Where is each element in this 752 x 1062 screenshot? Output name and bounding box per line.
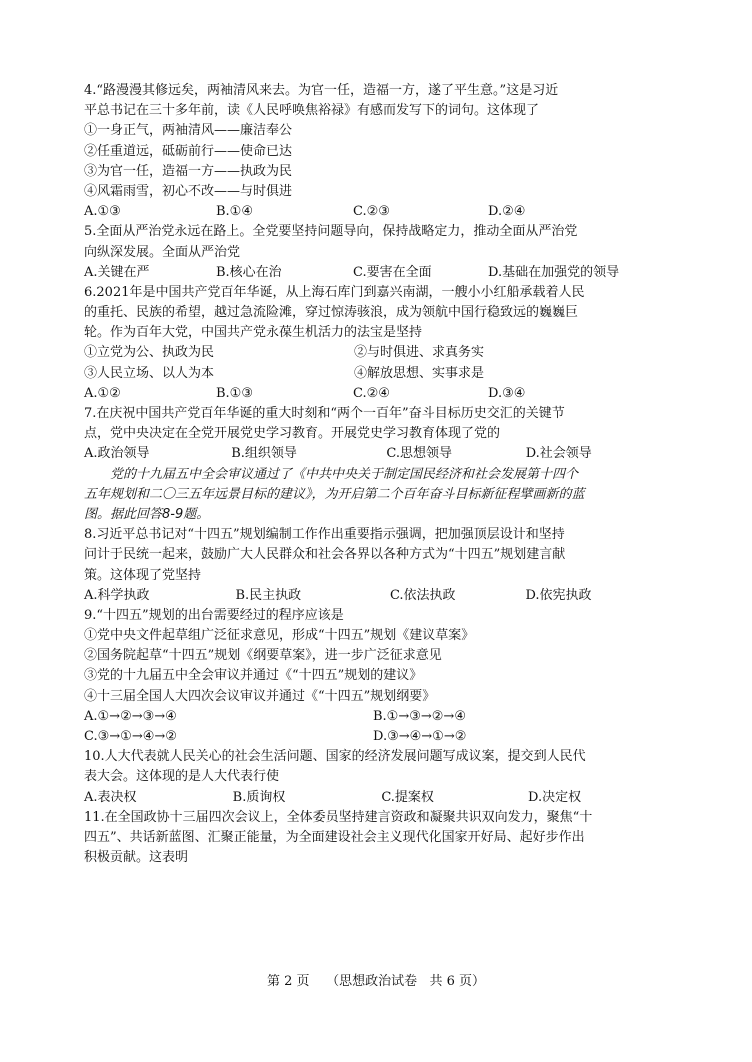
question-8 — [84, 525, 662, 606]
passage-line: 五年规划和二〇三五年远景目标的建议》，为开启第二个百年奋斗目标新征程擘画新的蓝 — [84, 486, 585, 502]
statement-item: ②国务院起草“十四五”规划《纲要草案》，进一步广泛征求意见 — [84, 648, 442, 664]
passage-line: 图。据此回答8-9题。 — [84, 506, 210, 522]
passage-line: 党的十九届五中全会审议通过了《中共中央关于制定国民经济和社会发展第十四个 — [110, 466, 579, 482]
question-stem-line: 积极贡献。这表明 — [84, 850, 189, 866]
option-a[interactable]: A.科学执政 — [84, 587, 150, 603]
question-stem-line: 平总书记在三十多年前，读《人民呼唤焦裕禄》有感而发写下的词句。这体现了 — [84, 103, 540, 119]
question-stem-line: 9.“十四五”规划的出台需要经过的程序应该是 — [84, 607, 344, 623]
question-stem-line: 7.在庆祝中国共产党百年华诞的重大时刻和“两个一百年”奋斗目标历史交汇的关键节 — [84, 406, 565, 421]
option-a[interactable]: A.表决权 — [84, 789, 137, 805]
statement-item: ①立党为公、执政为民 — [84, 345, 215, 361]
statement-item: ④风霜雨雪，初心不改——与时俱进 — [84, 183, 293, 199]
question-stem-line: 问计于民统一起来，鼓励广大人民群众和社会各界以各种方式为“十四五”规划建言献 — [84, 547, 566, 563]
question-stem-line: 向纵深发展。全面从严治党 — [84, 244, 241, 260]
option-d[interactable]: D.③④ — [488, 385, 526, 401]
statement-item: ④解放思想、实事求是 — [354, 365, 485, 381]
option-a[interactable]: A.①→②→③→④ — [84, 708, 177, 724]
statement-item: ③党的十九届五中全会审议并通过《“十四五”规划的建议》 — [84, 668, 423, 684]
statement-row — [84, 364, 662, 384]
option-d[interactable]: D.③→④→①→② — [373, 729, 467, 744]
statement-item: ③为官一任，造福一方——执政为民 — [84, 163, 293, 179]
question-stem-line: 轮。作为百年大党，中国共产党永葆生机活力的法宝是坚持 — [84, 325, 423, 341]
option-c[interactable]: C.②③ — [353, 204, 390, 220]
option-b[interactable]: B.①→③→②→④ — [373, 708, 466, 724]
option-c[interactable]: C.思想领导 — [386, 446, 453, 462]
page-footer: 第 2 页 （思想政治试卷 共 6 页） — [267, 974, 485, 989]
option-b[interactable]: B.①④ — [216, 204, 253, 220]
option-a[interactable]: A.关键在严 — [84, 264, 150, 280]
option-c[interactable]: C.提案权 — [381, 789, 434, 805]
question-4 — [84, 81, 662, 222]
option-d[interactable]: D.②④ — [488, 204, 526, 220]
question-stem-line: 6.2021年是中国共产党百年华诞，从上海石库门到嘉兴南湖，一艘小小红船承载着人民 — [84, 284, 585, 300]
statement-item: ②任重道远，砥砺前行——使命已达 — [84, 143, 293, 159]
statement-item: ②与时俱进、求真务实 — [354, 345, 485, 361]
statement-item: ①一身正气，两袖清风——廉洁奉公 — [84, 123, 293, 139]
option-c[interactable]: C.③→①→④→② — [84, 729, 177, 744]
option-a[interactable]: A.①③ — [84, 204, 121, 220]
option-c[interactable]: C.②④ — [353, 385, 390, 401]
option-b[interactable]: B.核心在治 — [216, 264, 282, 280]
question-stem-line: 点，党中央决定在全党开展党史学习教育。开展党史学习教育体现了党的 — [84, 426, 501, 442]
statement-row — [84, 343, 662, 363]
statement-item: ①党中央文件起草组广泛征求意见，形成“十四五”规划《建议草案》 — [84, 628, 475, 644]
option-d[interactable]: D.社会领导 — [525, 446, 592, 462]
option-d[interactable]: D.依宪执政 — [525, 587, 592, 603]
question-stem-line: 的重托、民族的希望，越过急流险滩，穿过惊涛骇浪，成为领航中国行稳致远的巍巍巨 — [84, 305, 579, 321]
question-stem-line: 策。这体现了党坚持 — [84, 567, 202, 583]
option-d[interactable]: D.基础在加强党的领导 — [488, 264, 620, 280]
answer-options — [84, 707, 662, 727]
answer-options — [84, 788, 662, 808]
option-b[interactable]: B.民主执政 — [235, 587, 302, 603]
question-5 — [84, 222, 662, 283]
question-11 — [84, 808, 662, 869]
question-stem-line: 四五”、共话新蓝图、汇聚正能量，为全面建设社会主义现代化国家开好局、起好步作出 — [84, 829, 585, 845]
answer-options — [84, 586, 662, 606]
option-b[interactable]: B.质询权 — [232, 789, 286, 805]
question-10 — [84, 747, 662, 808]
option-c[interactable]: C.要害在全面 — [353, 264, 432, 280]
question-stem-line: 11.在全国政协十三届四次会议上，全体委员坚持建言资政和凝聚共识双向发力，聚焦“十 — [84, 809, 593, 825]
statement-item: ④十三届全国人大四次会议审议并通过《“十四五”规划纲要》 — [84, 688, 436, 704]
answer-options — [84, 444, 662, 464]
option-a[interactable]: A.①② — [84, 385, 121, 401]
question-stem-line: 8.习近平总书记对“十四五”规划编制工作作出重要指示强调，把加强顶层设计和坚持 — [84, 527, 565, 543]
exam-page — [84, 81, 662, 868]
question-stem-line: 表大会。这体现的是人大代表行使 — [84, 769, 280, 785]
option-c[interactable]: C.依法执政 — [389, 587, 456, 603]
option-b[interactable]: B.组织领导 — [231, 446, 297, 462]
option-d[interactable]: D.决定权 — [528, 789, 582, 805]
question-7 — [84, 404, 662, 465]
answer-options — [84, 263, 662, 283]
question-6 — [84, 283, 662, 404]
statement-item: ③人民立场、以人为本 — [84, 365, 215, 381]
answer-options — [84, 202, 662, 222]
question-stem-line: 5.全面从严治党永远在路上。全党要坚持问题导向，保持战略定力，推动全面从严治党 — [84, 224, 578, 240]
reading-passage — [84, 465, 662, 526]
question-stem-line: 10.人大代表就人民关心的社会生活问题、国家的经济发展问题写成议案，提交到人民代 — [84, 749, 586, 765]
question-9 — [84, 606, 662, 747]
option-a[interactable]: A.政治领导 — [84, 446, 150, 462]
option-b[interactable]: B.①③ — [216, 385, 253, 401]
answer-options — [84, 727, 662, 747]
question-stem-line: 4.“路漫漫其修远矣，两袖清风来去。为官一任，造福一方，遂了平生意。”这是习近 — [84, 83, 559, 98]
answer-options — [84, 384, 662, 404]
